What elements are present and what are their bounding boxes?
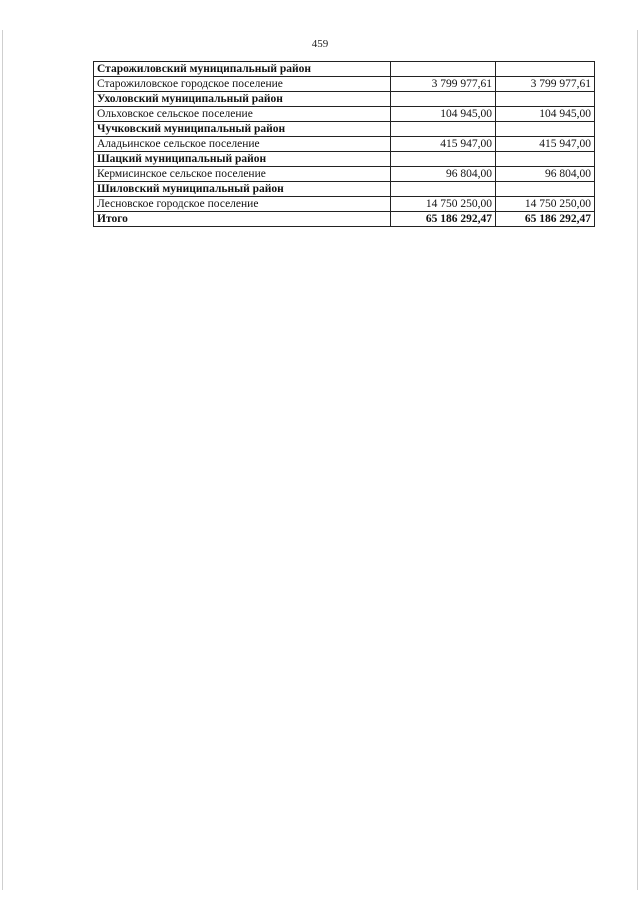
district-name: Шиловский муниципальный район — [94, 182, 391, 197]
district-name: Ухоловский муниципальный район — [94, 92, 391, 107]
amount-cell-2 — [496, 152, 595, 167]
settlement-name: Лесновское городское поселение — [94, 197, 391, 212]
district-row — [94, 62, 595, 77]
settlement-name: Ольховское сельское поселение — [94, 107, 391, 122]
amount-cell-1 — [391, 152, 496, 167]
scan-edge-right — [637, 30, 638, 890]
scan-edge-left — [2, 30, 3, 890]
district-row — [94, 182, 595, 197]
settlement-row — [94, 107, 595, 122]
amount-cell-2: 14 750 250,00 — [496, 197, 595, 212]
amount-cell-2: 96 804,00 — [496, 167, 595, 182]
page-number: 459 — [311, 38, 329, 50]
amount-cell-1 — [391, 182, 496, 197]
amount-cell-2: 415 947,00 — [496, 137, 595, 152]
amount-cell-1: 104 945,00 — [391, 107, 496, 122]
district-name: Старожиловский муниципальный район — [94, 62, 391, 77]
amount-cell-1: 3 799 977,61 — [391, 77, 496, 92]
settlement-row — [94, 137, 595, 152]
district-name: Шацкий муниципальный район — [94, 152, 391, 167]
settlement-name: Аладьинское сельское поселение — [94, 137, 391, 152]
amount-cell-1 — [391, 92, 496, 107]
amount-cell-2: 104 945,00 — [496, 107, 595, 122]
amount-cell-2 — [496, 122, 595, 137]
district-name: Чучковский муниципальный район — [94, 122, 391, 137]
total-label: Итого — [94, 212, 391, 227]
amount-cell-1 — [391, 122, 496, 137]
total-row — [94, 212, 595, 227]
district-row — [94, 152, 595, 167]
amount-cell-2 — [496, 182, 595, 197]
district-row — [94, 122, 595, 137]
amount-cell-2 — [496, 62, 595, 77]
amount-cell-1: 96 804,00 — [391, 167, 496, 182]
table-body — [94, 62, 595, 227]
settlement-row — [94, 167, 595, 182]
total-amount-1: 65 186 292,47 — [391, 212, 496, 227]
district-row — [94, 92, 595, 107]
settlement-name: Старожиловское городское поселение — [94, 77, 391, 92]
amount-cell-2 — [496, 92, 595, 107]
amount-cell-1: 14 750 250,00 — [391, 197, 496, 212]
budget-table — [93, 61, 595, 227]
total-amount-2: 65 186 292,47 — [496, 212, 595, 227]
amount-cell-1: 415 947,00 — [391, 137, 496, 152]
settlement-row — [94, 197, 595, 212]
settlement-name: Кермисинское сельское поселение — [94, 167, 391, 182]
amount-cell-2: 3 799 977,61 — [496, 77, 595, 92]
settlement-row — [94, 77, 595, 92]
amount-cell-1 — [391, 62, 496, 77]
